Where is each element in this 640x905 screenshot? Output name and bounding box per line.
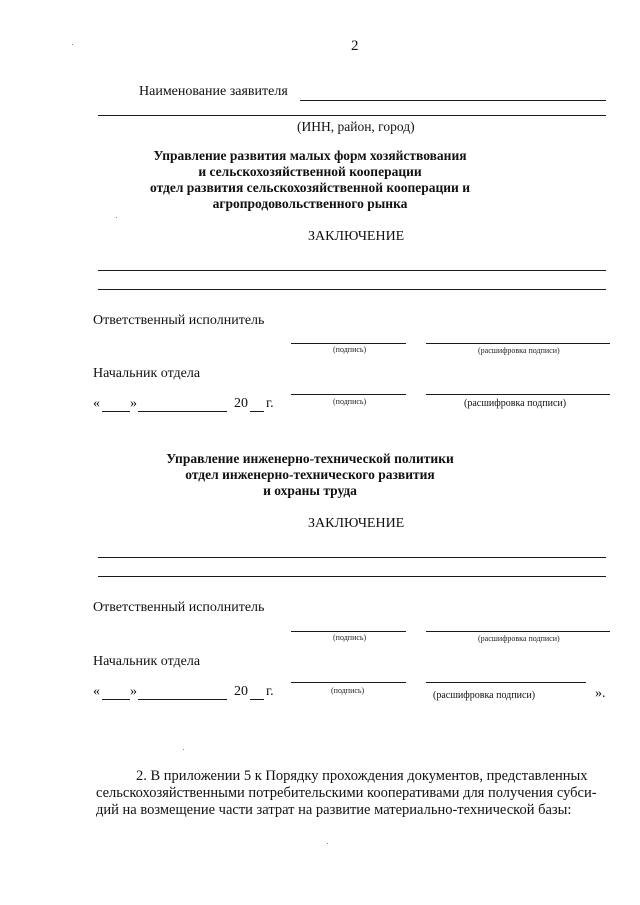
scan-speck — [183, 749, 184, 750]
section1-conclusion-line-2 — [98, 289, 606, 290]
section2-day-line — [102, 699, 130, 700]
section2-chief-decoding-line — [426, 682, 586, 683]
section1-executor-decoding-hint: (расшифровка подписи) — [478, 346, 560, 355]
section2-executor-decoding-line — [426, 631, 610, 632]
section2-chief-signature-hint: (подпись) — [331, 686, 365, 695]
section1-chief-decoding-line — [426, 394, 610, 395]
section1-date-open: « — [93, 396, 100, 411]
section1-header-line: агропродовольственного рынка — [212, 196, 408, 211]
section2-executor-label: Ответственный исполнитель — [93, 600, 265, 615]
paragraph-line: сельскохозяйственными потребительскими кооперативами для получения субси- — [96, 785, 597, 801]
section2-year-suffix: г. — [266, 684, 274, 699]
section2-executor-signature-line — [291, 631, 406, 632]
applicant-hint: (ИНН, район, город) — [297, 119, 415, 134]
section1-chief-signature-hint: (подпись) — [333, 397, 367, 406]
section1-executor-decoding-line — [426, 343, 610, 344]
section1-executor-label: Ответственный исполнитель — [93, 313, 265, 328]
section1-chief-signature-line — [291, 394, 406, 395]
section2-header-line: Управление инженерно-технической политики — [166, 451, 454, 466]
section2-year-prefix: 20 — [234, 684, 248, 699]
section2-header-line: и охраны труда — [263, 483, 357, 498]
section1-header — [100, 148, 520, 212]
section1-date-close: » — [130, 396, 137, 411]
section1-year-suffix: г. — [266, 396, 274, 411]
section1-day-line — [102, 411, 130, 412]
scan-speck — [116, 217, 117, 218]
section1-chief-label: Начальник отдела — [93, 366, 201, 381]
section1-header-line: отдел развития сельскохозяйственной кооперации и — [150, 180, 470, 195]
section1-executor-signature-line — [291, 343, 406, 344]
section1-header-line: Управление развития малых форм хозяйствования — [153, 148, 467, 163]
section2-chief-decoding-hint: (расшифровка подписи) — [433, 690, 536, 701]
section2-date-open: « — [93, 684, 100, 699]
page-number: 2 — [351, 38, 359, 54]
section2-conclusion-title: ЗАКЛЮЧЕНИЕ — [308, 516, 405, 531]
section2-header — [100, 451, 520, 499]
scan-speck — [72, 44, 73, 45]
section2-conclusion-line-2 — [98, 576, 606, 577]
scan-speck — [327, 843, 328, 844]
applicant-second-line — [98, 115, 606, 116]
item-2-paragraph — [96, 768, 616, 819]
section1-conclusion-line-1 — [98, 270, 606, 271]
section2-date-close: » — [130, 684, 137, 699]
section2-header-line: отдел инженерно-технического развития — [185, 467, 435, 482]
section1-executor-signature-hint: (подпись) — [333, 345, 367, 354]
section2-executor-decoding-hint: (расшифровка подписи) — [478, 634, 560, 643]
section2-executor-signature-hint: (подпись) — [333, 633, 367, 642]
paragraph-line: дий на возмещение части затрат на развитие материально-технической базы: — [96, 802, 572, 818]
section1-header-line: и сельскохозяйственной кооперации — [198, 164, 422, 179]
section2-year-line — [250, 699, 264, 700]
section1-month-line — [138, 411, 227, 412]
applicant-label: Наименование заявителя — [139, 84, 288, 99]
section1-year-line — [250, 411, 264, 412]
paragraph-line: 2. В приложении 5 к Порядку прохождения документов, представленных — [136, 768, 588, 784]
section1-conclusion-title: ЗАКЛЮЧЕНИЕ — [308, 229, 405, 244]
section2-conclusion-line-1 — [98, 557, 606, 558]
section2-chief-signature-line — [291, 682, 406, 683]
section2-closing-quote: ». — [595, 686, 606, 701]
section2-chief-label: Начальник отдела — [93, 654, 201, 669]
applicant-name-line — [300, 100, 606, 101]
section2-month-line — [138, 699, 227, 700]
section1-year-prefix: 20 — [234, 396, 248, 411]
section1-chief-decoding-hint: (расшифровка подписи) — [464, 398, 567, 409]
